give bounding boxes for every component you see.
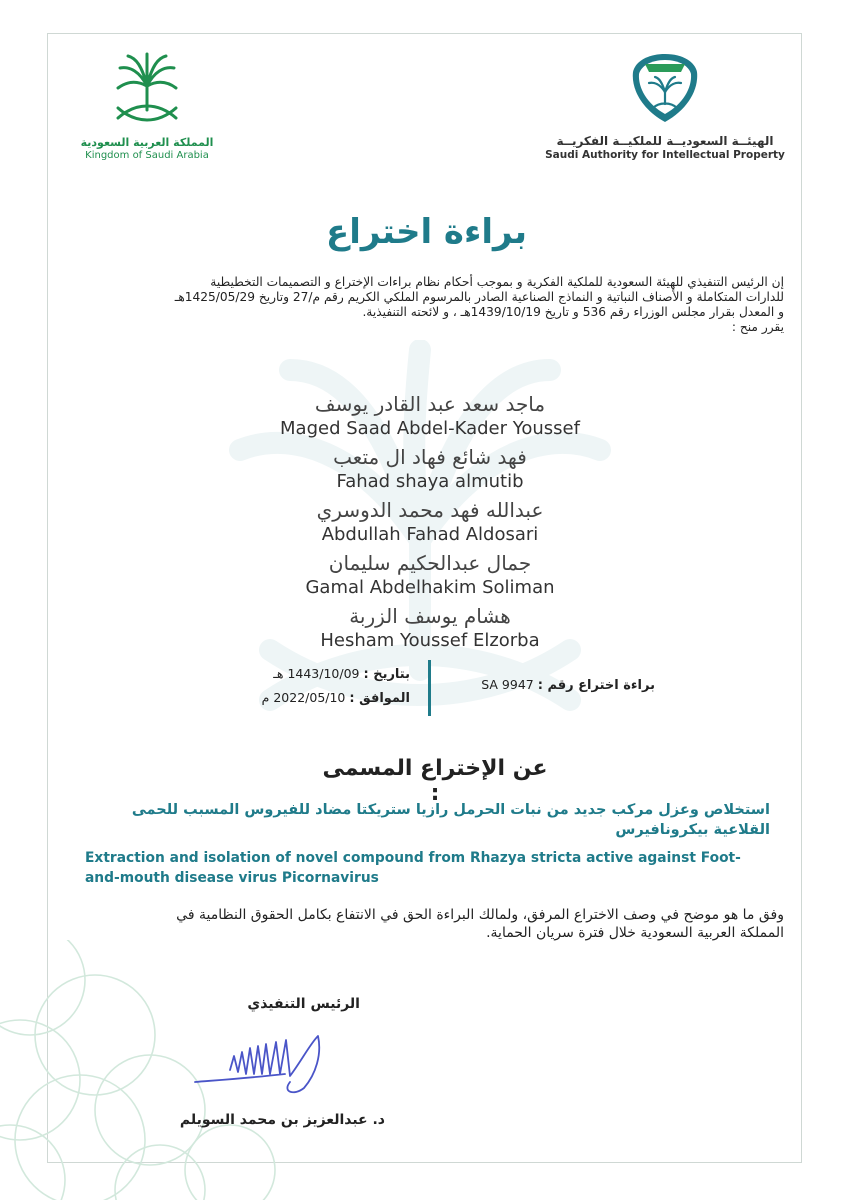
- hijri-date-row: [250, 662, 410, 686]
- inventor-english-name: Hesham Youssef Elzorba: [320, 630, 540, 651]
- inventors-list: [230, 392, 630, 657]
- saip-english-name: Saudi Authority for Intellectual Property: [545, 149, 785, 161]
- date-label: بتاريخ :: [363, 667, 410, 682]
- date-block: [250, 662, 410, 716]
- gregorian-date-row: [250, 686, 410, 710]
- gregorian-date-value: 2022/05/10 م: [261, 690, 346, 705]
- intro-paragraph: [90, 275, 784, 335]
- inventor-entry: [230, 498, 630, 546]
- inventor-entry: [230, 445, 630, 493]
- inventor-arabic-name: هشام يوسف الزربة: [349, 604, 511, 628]
- intro-line: للدارات المتكاملة و الأصناف النباتية و النماذج الصناعية الصادر بالمرسوم الملكي الكريم رقم م/27 وتاريخ 1425/05/29هـ: [174, 290, 784, 304]
- inventor-english-name: Maged Saad Abdel-Kader Youssef: [280, 418, 580, 439]
- saip-arabic-name: الهيئــة السعوديــة للملكيــة الفكريــة: [556, 134, 774, 148]
- closing-line: المملكة العربية السعودية خلال فترة سريان الحماية.: [486, 925, 784, 941]
- closing-paragraph: [92, 906, 784, 942]
- inventor-arabic-name: جمال عبدالحكيم سليمان: [328, 551, 532, 575]
- signatory-name: د. عبدالعزيز بن محمد السويلم: [179, 1112, 385, 1128]
- closing-line: وفق ما هو موضح في وصف الاختراع المرفق، ولمالك البراءة الحق في الانتفاع بكامل الحقوق النظامية في: [176, 907, 784, 923]
- subject-heading: عن الإختراع المسمى :: [322, 756, 548, 806]
- intro-line: إن الرئيس التنفيذي للهيئة السعودية للملكية الفكرية و بموجب أحكام نظام براءات الإختراع و التصميمات التخطيطية: [210, 275, 784, 289]
- saip-shield-emblem-icon: [627, 50, 703, 126]
- ksa-arabic-name: المملكة العربية السعودية: [80, 136, 214, 149]
- inventor-english-name: Gamal Abdelhakim Soliman: [305, 577, 555, 598]
- meta-divider: [428, 660, 431, 716]
- intro-line: يقرر منح :: [731, 320, 784, 334]
- inventor-entry: [230, 392, 630, 440]
- hijri-date-value: 1443/10/09 هـ: [273, 666, 360, 681]
- inventor-entry: [230, 604, 630, 652]
- ksa-logo: [72, 52, 222, 161]
- handwritten-signature: [190, 1030, 340, 1100]
- inventor-arabic-name: فهد شائع فهاد ال متعب: [333, 445, 527, 469]
- palm-and-swords-emblem-icon: [112, 52, 182, 130]
- saip-logo: [545, 50, 785, 161]
- corresponding-label: الموافق :: [349, 691, 410, 706]
- patent-number-block: [470, 677, 655, 693]
- intro-line: و المعدل بقرار مجلس الوزراء رقم 536 و تاريخ 1439/10/19هـ ، و لائحته التنفيذية.: [362, 305, 784, 319]
- patent-number-value: SA 9947: [481, 677, 534, 692]
- patent-number-label: براءة اختراع رقم :: [537, 678, 655, 693]
- certificate-title: براءة اختراع: [326, 212, 527, 252]
- inventor-entry: [230, 551, 630, 599]
- inventor-arabic-name: عبدالله فهد محمد الدوسري: [316, 498, 544, 522]
- signatory-title: الرئيس التنفيذي: [247, 996, 360, 1012]
- ksa-english-name: Kingdom of Saudi Arabia: [85, 150, 209, 161]
- inventor-english-name: Fahad shaya almutib: [336, 471, 524, 492]
- inventor-english-name: Abdullah Fahad Aldosari: [321, 524, 539, 545]
- invention-title-arabic: استخلاص وعزل مركب جديد من نبات الحرمل رازيا ستريكتا مضاد للفيروس المسبب للحمى القلاعية بيكرونافيرس: [131, 802, 770, 838]
- inventor-arabic-name: ماجد سعد عبد القادر يوسف: [314, 392, 546, 416]
- invention-title-english: Extraction and isolation of novel compound from Rhazya stricta active against Foot-and-mouth disease virus Picornavirus: [85, 850, 741, 886]
